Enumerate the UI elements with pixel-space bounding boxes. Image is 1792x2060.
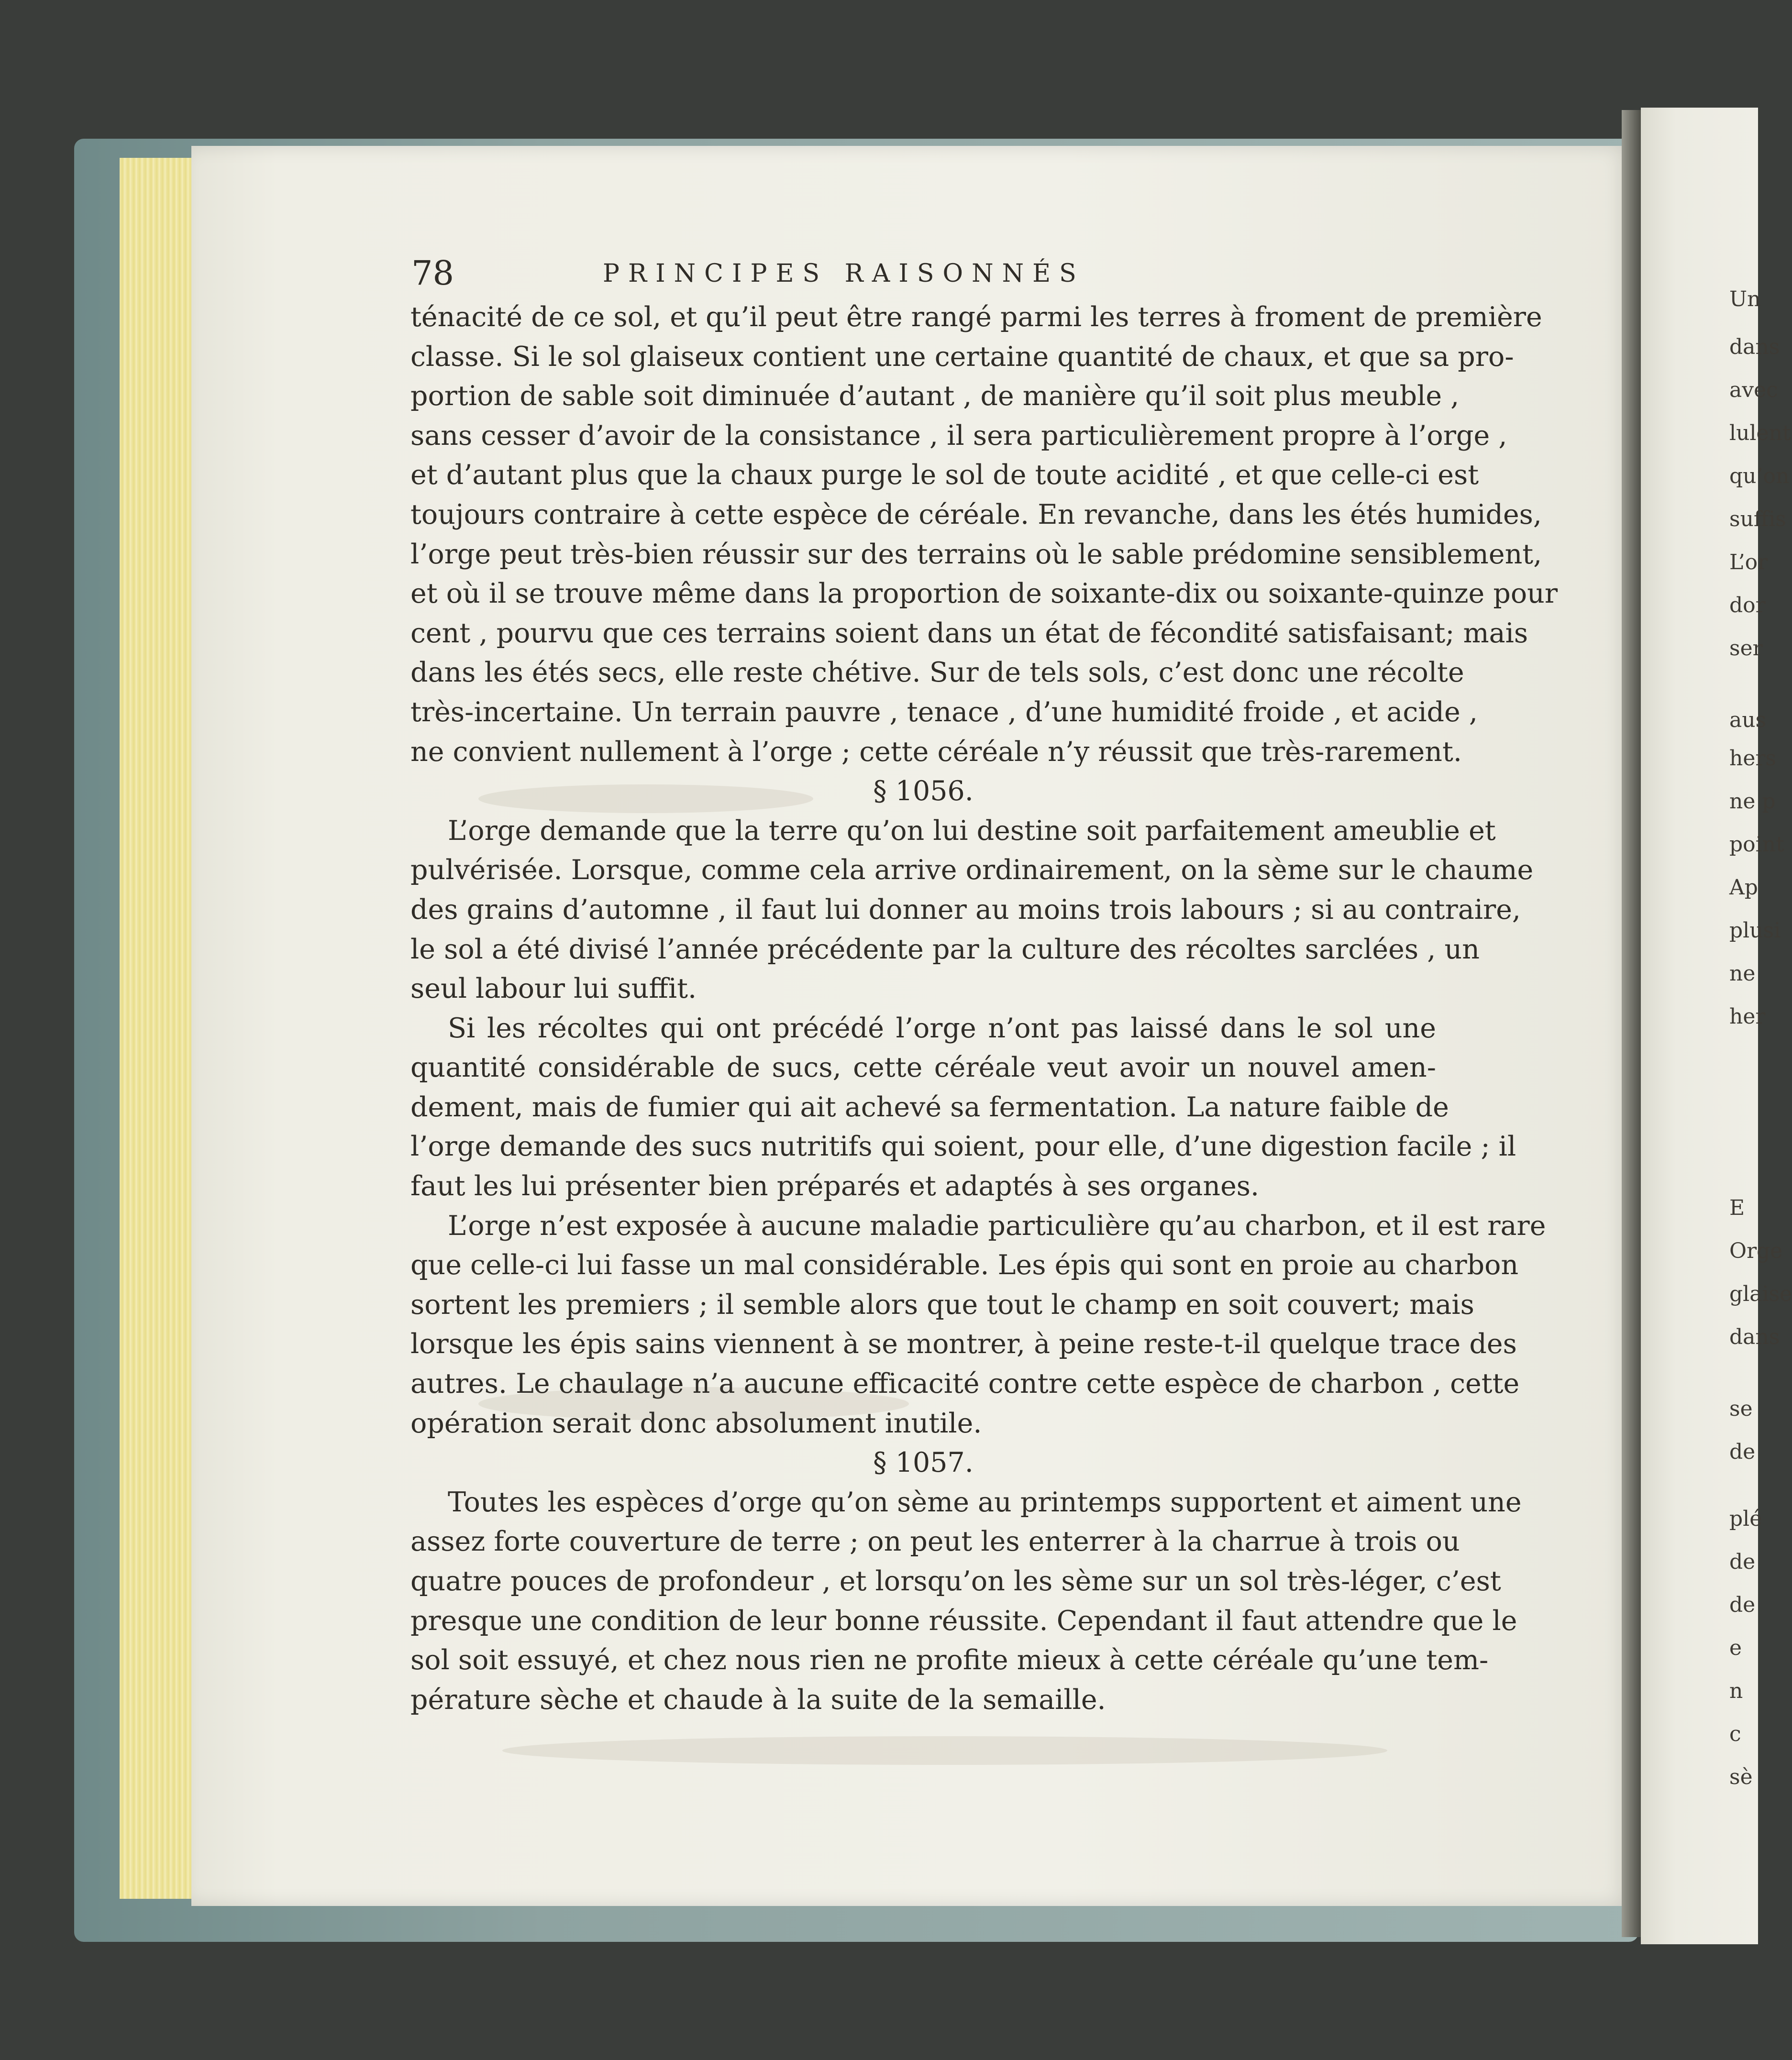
right-page-fragment: point — [1729, 832, 1784, 857]
right-page-fragment: dor — [1729, 593, 1766, 617]
text-line: pulvérisée. Lorsque, comme cela arrive ordinairement, on la sème sur le chaume — [410, 854, 1534, 886]
text-line: Si les récoltes qui ont précédé l’orge n’ont pas laissé dans le sol une — [448, 1012, 1436, 1044]
text-line: autres. Le chaulage n’a aucune efficacité contre cette espèce de charbon , cette — [410, 1368, 1520, 1400]
right-page-fragment: Orge — [1729, 1239, 1783, 1263]
body-text — [410, 297, 1558, 1719]
text-line: l’orge peut très-bien réussir sur des terrains où le sable prédomine sensiblement, — [410, 538, 1542, 570]
right-page-fragment: hers — [1729, 746, 1776, 771]
text-line: opération serait donc absolument inutile. — [410, 1407, 982, 1439]
text-line: Toutes les espèces d’orge qu’on sème au printemps supportent et aiment une — [448, 1486, 1522, 1518]
right-page-fragment: dans — [1729, 1325, 1780, 1349]
right-page-fragment: c — [1729, 1722, 1741, 1746]
text-line: lorsque les épis sains viennent à se montrer, à peine reste-t-il quelque trace des — [410, 1328, 1517, 1360]
right-page-fragment: dans — [1729, 335, 1780, 359]
text-line: dans les étés secs, elle reste chétive. Sur de tels sols, c’est donc une récolte — [410, 657, 1464, 689]
text-line: des grains d’automne , il faut lui donner au moins trois labours ; si au contraire, — [410, 893, 1521, 925]
text-line: que celle-ci lui fasse un mal considérable. Les épis qui sont en proie au charbon — [410, 1249, 1519, 1281]
right-page-fragment: ne — [1729, 961, 1756, 986]
right-page-fragment: suffis — [1729, 507, 1786, 531]
right-page-fragment: L’or — [1729, 550, 1768, 574]
text-line: sortent les premiers ; il semble alors que tout le champ en soit couvert; mais — [410, 1289, 1474, 1321]
right-page-fragment: Ap — [1729, 875, 1758, 900]
text-line: ténacité de ce sol, et qu’il peut être rangé parmi les terres à froment de première — [410, 301, 1542, 333]
text-line: et d’autant plus que la chaux purge le sol de toute acidité , et que celle-ci est — [410, 459, 1479, 491]
text-line: faut les lui présenter bien préparés et adaptés à ses organes. — [410, 1170, 1260, 1202]
section-heading: § 1057. — [873, 1447, 973, 1479]
text-line: portion de sable soit diminuée d’autant , de manière qu’il soit plus meuble , — [410, 380, 1460, 412]
text-line: quantité considérable de sucs, cette céréale veut avoir un nouvel amen- — [410, 1052, 1436, 1084]
text-line: assez forte couverture de terre ; on peut les enterrer à la charrue à trois ou — [410, 1526, 1460, 1558]
text-line: L’orge n’est exposée à aucune maladie particulière qu’au charbon, et il est rare — [448, 1210, 1546, 1242]
right-page-fragment: e — [1729, 1636, 1742, 1660]
page-number: 78 — [411, 253, 454, 293]
right-page-fragment: n — [1729, 1679, 1743, 1703]
ink-bleed — [502, 1736, 1387, 1765]
text-line: sans cesser d’avoir de la consistance , il sera particulièrement propre à l’orge , — [410, 419, 1507, 452]
text-line: classe. Si le sol glaiseux contient une certaine quantité de chaux, et que sa pro- — [410, 341, 1514, 373]
right-page-fragment: de — [1729, 1550, 1756, 1574]
right-page-fragment: ser — [1729, 636, 1763, 661]
text-line: sol soit essuyé, et chez nous rien ne profite mieux à cette céréale qu’une tem- — [410, 1644, 1489, 1676]
page-header — [411, 253, 1196, 292]
text-line: cent , pourvu que ces terrains soient dans un état de fécondité satisfaisant; mais — [410, 617, 1528, 649]
text-line: ne convient nullement à l’orge ; cette céréale n’y réussit que très-rarement. — [410, 736, 1462, 768]
section-heading: § 1056. — [873, 775, 973, 807]
text-line: L’orge demande que la terre qu’on lui destine soit parfaitement ameublie et — [448, 815, 1496, 847]
text-line: seul labour lui suffit. — [410, 973, 697, 1005]
right-page-fragment: sè — [1729, 1765, 1753, 1789]
text-line: l’orge demande des sucs nutritifs qui soient, pour elle, d’une digestion facile ; il — [410, 1131, 1516, 1163]
running-title: PRINCIPES RAISONNÉS — [603, 259, 1085, 288]
text-line: toujours contraire à cette espèce de céréale. En revanche, dans les étés humides, — [410, 498, 1542, 530]
text-line: et où il se trouve même dans la proportion de soixante-dix ou soixante-quinze pour — [410, 578, 1558, 610]
right-page-fragment: glaise — [1729, 1282, 1792, 1306]
right-page-fragment: qu’on — [1729, 464, 1790, 488]
text-line: dement, mais de fumier qui ait achevé sa fermentation. La nature faible de — [410, 1091, 1449, 1123]
right-page-fragment: lulent — [1729, 421, 1791, 445]
right-page-fragment: de — [1729, 1440, 1756, 1464]
right-page-fragment: her — [1729, 1004, 1766, 1029]
right-page-fragment: plusi — [1729, 918, 1781, 943]
right-page-fragment: plé — [1729, 1507, 1762, 1531]
right-page-fragment: de — [1729, 1593, 1756, 1617]
right-page-fragment: avec — [1729, 378, 1778, 402]
right-page-fragment: aus — [1729, 708, 1767, 732]
text-line: très-incertaine. Un terrain pauvre , tenace , d’une humidité froide , et acide , — [410, 696, 1478, 728]
book-gutter — [1622, 110, 1641, 1937]
text-line: le sol a été divisé l’année précédente par la culture des récoltes sarclées , un — [410, 933, 1480, 965]
text-line: presque une condition de leur bonne réussite. Cependant il faut attendre que le — [410, 1605, 1517, 1637]
right-page-fragment: Un — [1729, 287, 1761, 311]
text-line: quatre pouces de profondeur , et lorsqu’on les sème sur un sol très-léger, c’est — [410, 1565, 1501, 1597]
right-page-fragment: E — [1729, 1196, 1745, 1220]
text-line: pérature sèche et chaude à la suite de la semaille. — [410, 1684, 1106, 1716]
right-page-fragment: ne p — [1729, 789, 1776, 814]
right-page-fragment: se — [1729, 1397, 1753, 1421]
